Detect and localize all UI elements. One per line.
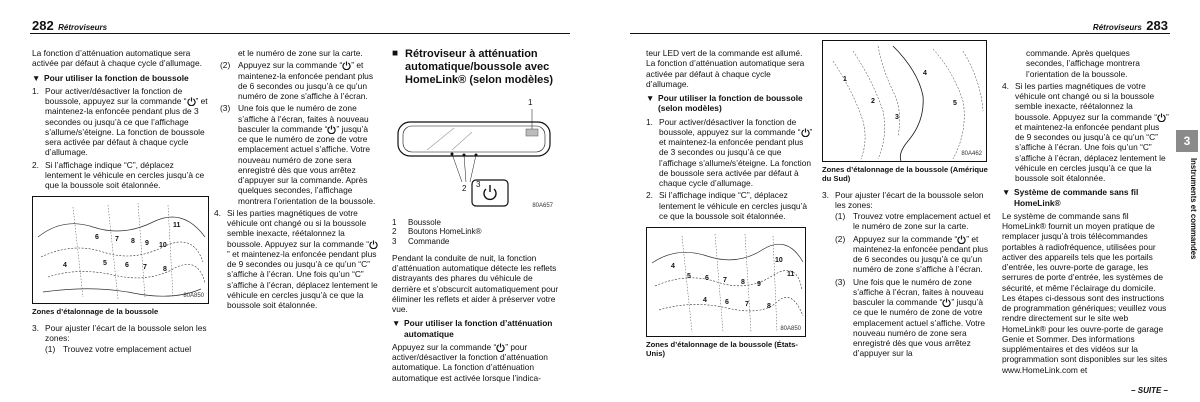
svg-text:1: 1 bbox=[843, 76, 847, 83]
steps-list bbox=[646, 117, 814, 222]
power-button-icon bbox=[1157, 113, 1166, 122]
chapter-tab: 3 bbox=[1176, 130, 1198, 152]
legend-item: 3 Commande bbox=[392, 237, 450, 247]
figure-code: 80A850 bbox=[780, 325, 801, 332]
map-illustration bbox=[823, 41, 987, 162]
compass-zone-map bbox=[32, 196, 209, 304]
left-column-1 bbox=[32, 48, 209, 356]
figure-caption: Zones d’étalonnage de la boussole (États-Unis) bbox=[646, 340, 798, 359]
svg-text:6: 6 bbox=[95, 234, 99, 242]
power-button-icon bbox=[957, 235, 966, 244]
sub-list bbox=[45, 344, 209, 354]
mirror-illustration bbox=[392, 94, 557, 214]
body-paragraph: Le système de commande sans fil HomeLink® fournit un moyen pratique de remplacer jusqu’à trois télécommandes portables à radiofréquence, utilisées pour activer des appareils tels que les portails d’entrée, les ouvre-porte de garage, les serrures de porte d’entrée, les systèmes de sécurité, et même l’éclairage du domicile. Les étapes ci-dessous sont des instructions de programmation génériques; veuillez vous rendre directement sur le site web HomeLink® pour les ouvre-porte de garage Genie et Sommer. Des informations supplémentaires et des vidéos sur la programmation sont disponibles sur les sites www.HomeLink.com et bbox=[1002, 210, 1168, 375]
right-column-3 bbox=[1002, 48, 1170, 377]
header-rule bbox=[30, 33, 570, 34]
left-column-3 bbox=[392, 48, 562, 385]
continued-text: commande. Après quelques secondes, l’affichage montrera l’orientation de la boussole. bbox=[1026, 48, 1140, 79]
body-paragraph: Pendant la conduite de nuit, la fonction d’atténuation automatique détecte les reflets distrayants des phares du véhicule de derrière et s’obscurcit automatiquement pour éliminer les reflets et aider à préserver votre vue. bbox=[392, 252, 559, 315]
intro-paragraph: La fonction d’atténuation automatique sera activée par défaut à chaque cycle d’allumage. bbox=[32, 48, 202, 69]
figure-code: 80A850 bbox=[183, 292, 204, 299]
triangle-marker-icon: ▼ bbox=[392, 318, 401, 329]
list-item: 2. Si l’affichage indique “C”, déplacez lentement le véhicule en cercles jusqu’à ce que la boussole soit étalonnée. bbox=[646, 190, 808, 221]
section-heading: ▼ Système de commande sans fil HomeLink® bbox=[1002, 187, 1139, 208]
callout-2: 2 bbox=[462, 183, 467, 193]
svg-text:9: 9 bbox=[757, 281, 761, 288]
list-item: 3. Pour ajuster l’écart de la boussole selon les zones: (1) Trouvez votre emplacement actuel bbox=[32, 323, 209, 355]
mirror-diagram bbox=[392, 94, 557, 214]
continued-footer: – SUITE – bbox=[1131, 386, 1168, 396]
steps-list bbox=[1002, 81, 1170, 184]
svg-text:4: 4 bbox=[923, 70, 927, 77]
page-number: 282 bbox=[32, 18, 54, 33]
callout-3: 3 bbox=[476, 179, 481, 189]
svg-text:8: 8 bbox=[163, 266, 167, 274]
power-button-icon bbox=[801, 128, 810, 137]
compass-zone-map-us bbox=[646, 227, 806, 337]
svg-text:7: 7 bbox=[115, 236, 119, 244]
triangle-marker-icon: ▼ bbox=[1002, 187, 1011, 198]
list-item: 2. Si l’affichage indique “C”, déplacez lentement le véhicule en cercles jusqu’à ce que la boussole soit étalonnée. bbox=[32, 159, 205, 190]
sub-item: (3) Une fois que le numéro de zone s’affiche à l’écran, faites à nouveau basculer la commande “ ” jusqu’à ce que le numéro de zone de votre emplacement actuel s’affiche. Votre nouveau numéro de zone sera enregistré dès que vous arrêtez d’appuyer sur la commande. Après quelques secondes, l’affichage montrera l’orientation de la boussole. bbox=[220, 103, 376, 206]
svg-text:6: 6 bbox=[125, 262, 129, 270]
triangle-marker-icon: ▼ bbox=[32, 72, 41, 83]
sub-item: (2) Appuyez sur la commande “ ” et maintenez-la enfoncée pendant plus de 6 secondes ou jusqu’à ce qu’un numéro de zone s’affiche à l’écran. bbox=[220, 60, 374, 101]
svg-text:3: 3 bbox=[895, 114, 899, 121]
list-item: 3. Pour ajuster l’écart de la boussole selon les zones: (1) Trouvez votre emplacement actuel et le numéro de zone sur la carte. (2) Appuyez sur la commande “ ” et maintenez-la enfoncée pendant plus de 6 secondes ou jusqu’à ce qu’un numéro de zone s’affiche à l’écran. (3) Une fois que le numéro de zone s’affiche à l’écran, faites à nouveau basculer la commande “ ” jusqu’à ce que le numéro de zone de votre emplacement actuel s’affiche. Votre nouveau numéro de zone sera enregistré dès que vous arrêtez d’appuyer sur la bbox=[822, 189, 991, 359]
square-marker-icon: ■ bbox=[392, 48, 399, 59]
svg-text:11: 11 bbox=[787, 271, 795, 278]
figure-legend bbox=[392, 218, 562, 247]
svg-text:8: 8 bbox=[767, 303, 771, 310]
svg-text:6: 6 bbox=[705, 275, 709, 282]
svg-text:5: 5 bbox=[953, 100, 957, 107]
legend-item: 1 Boussole bbox=[392, 217, 441, 227]
figure-code: 80A462 bbox=[961, 150, 982, 157]
power-button-icon bbox=[369, 240, 378, 249]
svg-text:2: 2 bbox=[871, 98, 875, 105]
callout-1: 1 bbox=[528, 97, 533, 107]
right-column-1 bbox=[646, 48, 814, 365]
header-title: Rétroviseurs bbox=[58, 23, 108, 32]
triangle-marker-icon: ▼ bbox=[646, 93, 655, 103]
svg-text:6: 6 bbox=[725, 299, 729, 306]
svg-text:5: 5 bbox=[687, 273, 691, 280]
svg-text:7: 7 bbox=[143, 264, 147, 272]
list-item: 4. Si les parties magnétiques de votre véhicule ont changé ou si la boussole semble inexacte, réétalonnez la boussole. Appuyez sur la commande “” et maintenez-la enfoncée pendant plus de 9 secondes ou jusqu’à ce qu’un “C” s’affiche à l’écran. Une fois qu’un “C” s’affiche à l’écran, déplacez lentement le véhicule en cercles jusqu’à ce que la boussole soit étalonnée. bbox=[214, 207, 378, 310]
page-header bbox=[1093, 18, 1168, 32]
svg-text:5: 5 bbox=[103, 260, 107, 268]
sub-list bbox=[214, 60, 378, 206]
chapter-label: Instruments et commandes bbox=[1189, 158, 1198, 260]
continued-text: et le numéro de zone sur la carte. bbox=[238, 48, 363, 58]
svg-text:8: 8 bbox=[741, 279, 745, 286]
header-rule bbox=[630, 33, 1170, 34]
list-item: 1. Pour activer/désactiver la fonction de boussole, appuyez sur la commande “ ” et maintenez-la enfoncée pendant plus de 3 secondes ou jusqu’à ce que l’affichage s’allume/s’éteigne. La fonction de boussole sera activée par défaut à chaque cycle d’allumage. bbox=[32, 85, 208, 158]
body-paragraph: Appuyez sur la commande “ ” pour activer/désactiver la fonction d’atténuation automatique. La fonction d’atténuation automatique est activée lorsque l’indica- bbox=[392, 341, 548, 383]
section-heading: ▼ Pour utiliser la fonction de boussole bbox=[32, 72, 189, 83]
steps-list bbox=[32, 86, 209, 191]
right-page bbox=[600, 0, 1200, 402]
svg-text:7: 7 bbox=[745, 301, 749, 308]
svg-text:4: 4 bbox=[671, 263, 675, 270]
sub-list bbox=[835, 211, 992, 359]
steps-list bbox=[214, 208, 378, 311]
sub-item: (1) Trouvez votre emplacement actuel et le numéro de zone sur la carte. bbox=[835, 211, 991, 232]
sub-item: (1) Trouvez votre emplacement actuel bbox=[45, 344, 192, 354]
figure-code: 80A657 bbox=[532, 203, 553, 210]
map-illustration bbox=[647, 228, 806, 337]
map-illustration bbox=[33, 197, 209, 304]
continued-text: teur LED vert de la commande est allumé. La fonction d’atténuation automatique sera activée par défaut à chaque cycle d’allumage. bbox=[646, 48, 805, 89]
left-column-2 bbox=[214, 48, 378, 312]
header-title: Rétroviseurs bbox=[1092, 23, 1142, 32]
svg-text:7: 7 bbox=[723, 277, 727, 284]
right-column-2 bbox=[822, 48, 992, 361]
section-heading: ▼ Pour utiliser la fonction d’atténuation automatique bbox=[392, 318, 553, 339]
svg-text:8: 8 bbox=[131, 238, 135, 246]
svg-text:9: 9 bbox=[145, 240, 149, 248]
list-item: 1. Pour activer/désactiver la fonction de boussole, appuyez sur la commande “ ” et maintenez-la enfoncée pendant plus de 3 secondes ou jusqu’à ce que l’affichage s’allume/s’éteigne. La fonction de boussole sera activée par défaut à chaque cycle d’allumage. bbox=[646, 116, 813, 188]
figure-caption: Zones d’étalonnage de la boussole (Amérique du Sud) bbox=[822, 165, 988, 184]
figure-caption: Zones d’étalonnage de la boussole bbox=[32, 307, 159, 317]
section-title: ■ Rétroviseur à atténuation automatique/boussole avec HomeLink® (selon modèles) bbox=[392, 48, 554, 87]
power-button-icon bbox=[496, 343, 505, 352]
page-header bbox=[32, 18, 107, 32]
list-item: 4. Si les parties magnétiques de votre véhicule ont changé ou si la boussole semble inexacte, réétalonnez la boussole. Appuyez sur la commande “ ” et maintenez-la enfoncée pendant plus de 9 secondes ou jusqu’à ce qu’un “C” s’affiche à l’écran. Une fois qu’un “C” s’affiche à l’écran, déplacez lentement le véhicule en cercles jusqu’à ce que la boussole soit étalonnée. bbox=[1002, 80, 1169, 183]
steps-list bbox=[822, 190, 992, 359]
compass-zone-map-south-america bbox=[822, 40, 987, 162]
svg-text:4: 4 bbox=[63, 262, 67, 270]
svg-text:11: 11 bbox=[173, 222, 181, 230]
svg-text:4: 4 bbox=[703, 297, 707, 304]
power-button-icon bbox=[187, 97, 196, 106]
section-heading: ▼ Pour utiliser la fonction de boussole (selon modèles) bbox=[646, 93, 803, 114]
power-button-icon bbox=[342, 61, 351, 70]
svg-text:10: 10 bbox=[159, 242, 167, 250]
sub-item: (2) Appuyez sur la commande “ ” et maintenez-la enfoncée pendant plus de 6 secondes ou jusqu’à ce qu’un numéro de zone s’affiche à l’écran. bbox=[835, 233, 989, 275]
svg-text:10: 10 bbox=[775, 257, 783, 264]
legend-item: 2 Boutons HomeLink® bbox=[392, 227, 482, 237]
sub-item: (3) Une fois que le numéro de zone s’affiche à l’écran, faites à nouveau basculer la commande “ ” jusqu’à ce que le numéro de zone de votre emplacement actuel s’affiche. Votre nouveau numéro de zone sera enregistré dès que vous arrêtez d’appuyer sur la bbox=[835, 276, 986, 359]
steps-list bbox=[32, 323, 209, 355]
page-number: 283 bbox=[1146, 18, 1168, 33]
